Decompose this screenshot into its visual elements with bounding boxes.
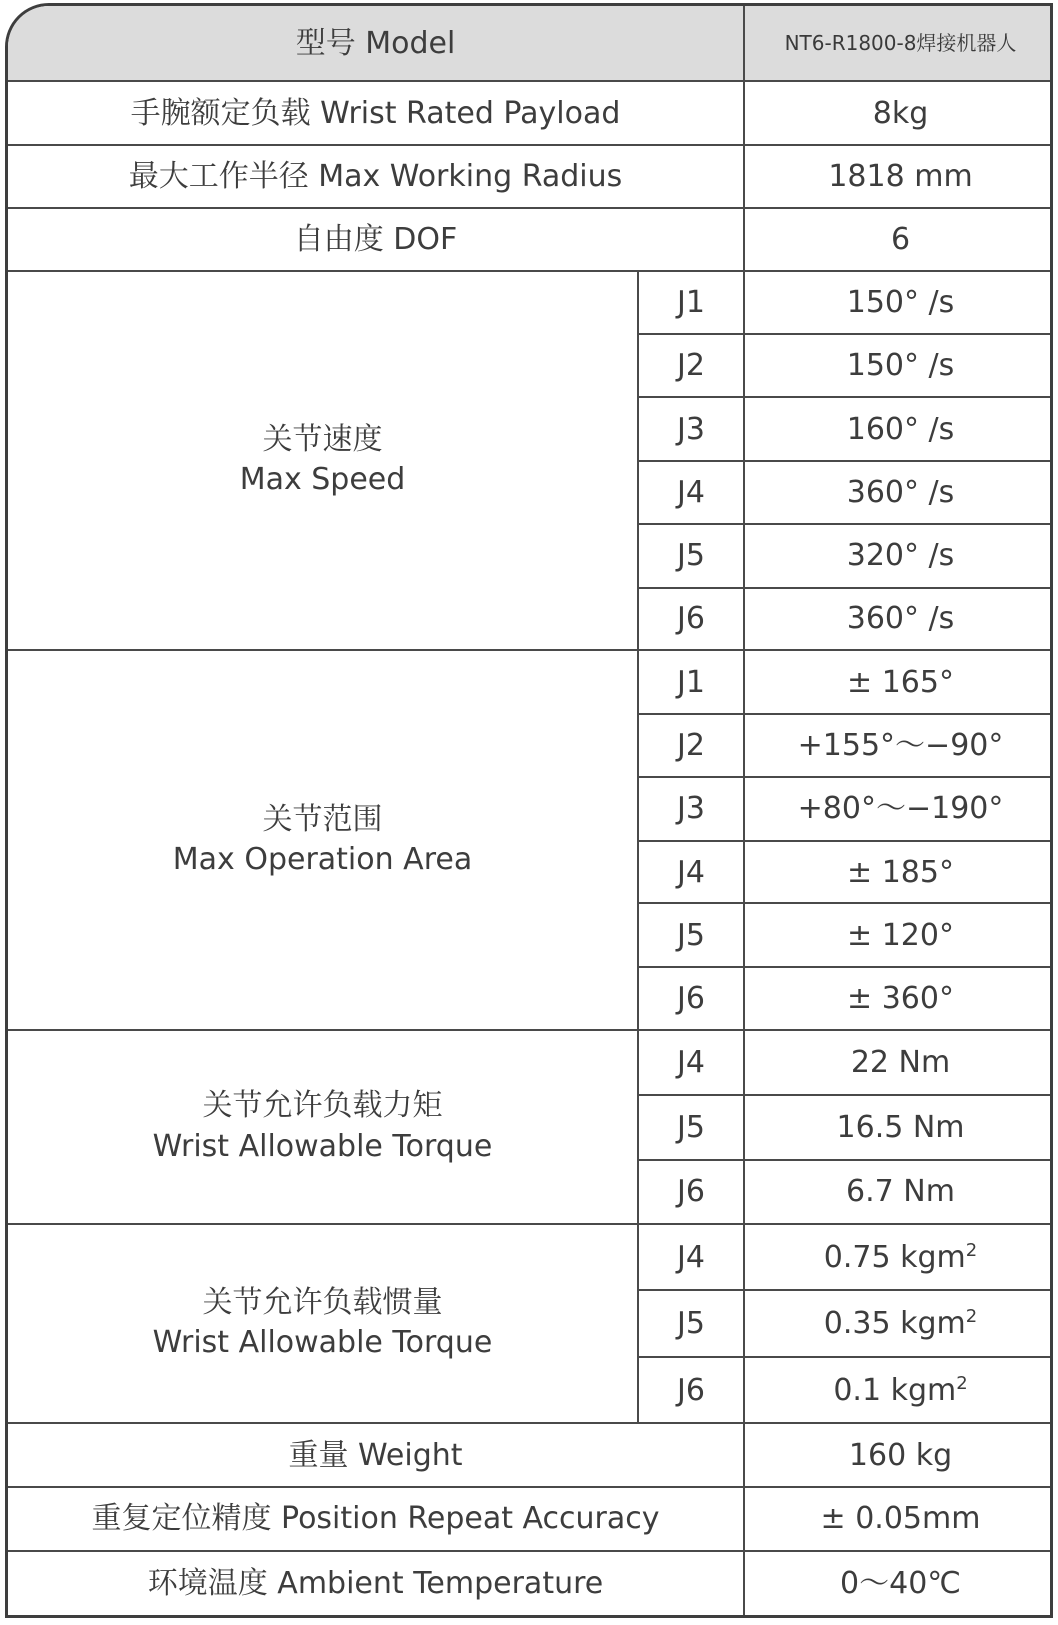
table-row: [8, 208, 1053, 271]
payload-value: 8kg: [744, 81, 1053, 145]
operation-area-label: [8, 650, 638, 1030]
range-value: +80°～−190°: [744, 777, 1053, 841]
unit-exponent: 2: [956, 1372, 968, 1394]
speed-value: 160° /s: [744, 397, 1053, 461]
table-row: [8, 1030, 1053, 1095]
range-value: +155°～−90°: [744, 714, 1053, 777]
temperature-value: 0～40℃: [744, 1551, 1053, 1615]
range-value: ± 120°: [744, 903, 1053, 967]
inertia-value-text: 0.1 kgm: [833, 1372, 957, 1408]
allowable-inertia-label-en: Wrist Allowable Torque: [152, 1325, 493, 1361]
joint-label: J6: [638, 967, 744, 1030]
dof-label: 自由度 DOF: [8, 208, 744, 271]
torque-value: 22 Nm: [744, 1030, 1053, 1095]
allowable-torque-label-en: Wrist Allowable Torque: [152, 1128, 493, 1164]
radius-value: 1818 mm: [744, 145, 1053, 208]
joint-label: J2: [638, 714, 744, 777]
table-row: [8, 1551, 1053, 1615]
operation-area-label-en: Max Operation Area: [172, 842, 473, 878]
joint-label: J5: [638, 1290, 744, 1357]
header-row: [8, 6, 1053, 81]
accuracy-label: 重复定位精度 Position Repeat Accuracy: [8, 1487, 744, 1551]
inertia-value-text: 0.75 kgm: [823, 1239, 966, 1275]
allowable-torque-label: [8, 1030, 638, 1224]
joint-label: J2: [638, 334, 744, 397]
inertia-value: [744, 1290, 1053, 1357]
torque-value: 6.7 Nm: [744, 1160, 1053, 1224]
joint-label: J1: [638, 271, 744, 335]
table-row: [8, 81, 1053, 145]
table-row: [8, 650, 1053, 714]
joint-label: J4: [638, 1224, 744, 1291]
allowable-inertia-label: [8, 1224, 638, 1424]
spec-table-frame: [5, 3, 1053, 1618]
accuracy-value: ± 0.05mm: [744, 1487, 1053, 1551]
range-value: ± 360°: [744, 967, 1053, 1030]
speed-value: 360° /s: [744, 461, 1053, 524]
speed-value: 150° /s: [744, 334, 1053, 397]
max-speed-label: [8, 271, 638, 651]
table-row: [8, 1423, 1053, 1487]
table-row: [8, 1487, 1053, 1551]
joint-label: J5: [638, 1095, 744, 1160]
range-value: ± 185°: [744, 841, 1053, 904]
allowable-torque-label-cn: 关节允许负载力矩: [202, 1088, 443, 1124]
joint-label: J6: [638, 1357, 744, 1423]
unit-exponent: 2: [965, 1239, 978, 1261]
dof-value: 6: [744, 208, 1053, 271]
speed-value: 360° /s: [744, 588, 1053, 651]
temperature-label: 环境温度 Ambient Temperature: [8, 1551, 744, 1615]
joint-label: J3: [638, 397, 744, 461]
joint-label: J6: [638, 588, 744, 651]
torque-value: 16.5 Nm: [744, 1095, 1053, 1160]
inertia-value: [744, 1224, 1053, 1291]
weight-label: 重量 Weight: [8, 1423, 744, 1487]
max-speed-label-cn: 关节速度: [262, 421, 383, 457]
spec-table: [8, 6, 1053, 1615]
table-row: [8, 1224, 1053, 1291]
model-value: NT6-R1800-8焊接机器人: [744, 6, 1053, 81]
unit-exponent: 2: [965, 1306, 978, 1328]
inertia-value: [744, 1357, 1053, 1423]
joint-label: J4: [638, 841, 744, 904]
max-speed-label-en: Max Speed: [239, 462, 406, 498]
joint-label: J1: [638, 650, 744, 714]
joint-label: J5: [638, 903, 744, 967]
speed-value: 150° /s: [744, 271, 1053, 335]
speed-value: 320° /s: [744, 524, 1053, 588]
joint-label: J3: [638, 777, 744, 841]
allowable-inertia-label-cn: 关节允许负载惯量: [202, 1284, 443, 1320]
joint-label: J4: [638, 461, 744, 524]
radius-label: 最大工作半径 Max Working Radius: [8, 145, 744, 208]
range-value: ± 165°: [744, 650, 1053, 714]
inertia-value-text: 0.35 kgm: [823, 1306, 966, 1342]
joint-label: J6: [638, 1160, 744, 1224]
joint-label: J5: [638, 524, 744, 588]
model-label: 型号 Model: [8, 6, 744, 81]
weight-value: 160 kg: [744, 1423, 1053, 1487]
joint-label: J4: [638, 1030, 744, 1095]
payload-label: 手腕额定负载 Wrist Rated Payload: [8, 81, 744, 145]
table-row: [8, 145, 1053, 208]
operation-area-label-cn: 关节范围: [262, 801, 383, 837]
table-row: [8, 271, 1053, 335]
